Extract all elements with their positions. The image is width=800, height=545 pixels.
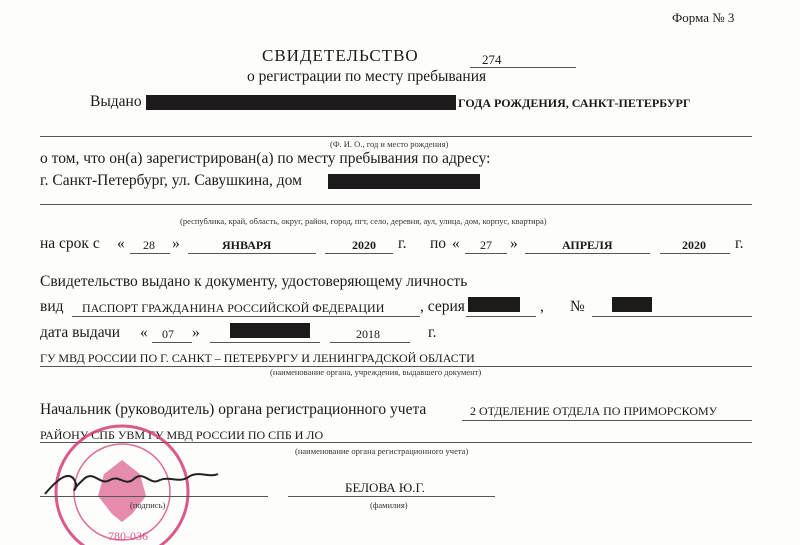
quote: « [452,235,460,252]
quote: » [172,235,180,252]
registration-body-line1: 2 ОТДЕЛЕНИЕ ОТДЕЛА ПО ПРИМОРСКОМУ [470,404,718,418]
underline [592,316,752,317]
year-suffix: г. [428,324,437,341]
underline [130,253,170,254]
series-label: , серия [420,298,465,315]
term-label: на срок с [40,235,100,252]
form-number: Форма № 3 [672,10,735,25]
issuer-value: ГУ МВД РОССИИ ПО Г. САНКТ – ПЕТЕРБУРГУ И ЛЕНИНГРАДСКОЙ ОБЛАСТИ [40,351,475,365]
term-to-day: 27 [480,238,492,252]
signature [40,466,230,500]
year-suffix: г. [735,235,744,252]
underline [152,342,192,343]
surname-caption: (фамилия) [370,500,408,510]
fio-line [40,136,752,137]
fio-caption: (Ф. И. О., год и место рождения) [330,139,449,149]
document-subtitle: о регистрации по месту пребывания [247,68,487,85]
quote: « [117,235,125,252]
redacted-issue-month [230,323,310,338]
issued-value: ГОДА РОЖДЕНИЯ, САНКТ-ПЕТЕРБУРГ [458,96,691,110]
underline [330,342,410,343]
quote: » [192,324,200,341]
quote: « [140,324,148,341]
underline [325,253,393,254]
head-label: Начальник (руководитель) органа регистрационного учета [40,401,427,418]
registered-text: о том, что он(а) зарегистрирован(а) по месту пребывания по адресу: [40,150,491,167]
stamp-number: 780-036 [108,529,148,543]
document-intro: Свидетельство выдано к документу, удостоверяющему личность [40,273,468,290]
number-label: № [570,298,585,315]
redacted-number [612,297,652,312]
doc-type-value: ПАСПОРТ ГРАЖДАНИНА РОССИЙСКОЙ ФЕДЕРАЦИИ [82,301,385,315]
term-from-month: ЯНВАРЯ [222,238,272,252]
registration-body-line2: РАЙОНУ СПБ УВМ ГУ МВД РОССИИ ПО СПБ И ЛО [40,428,324,442]
redacted-series [468,297,520,312]
redacted-name [146,95,456,110]
address-line [40,204,752,205]
term-from-year: 2020 [352,238,376,252]
registration-body-caption: (наименование органа регистрационного учета) [295,446,469,456]
term-from-day: 28 [143,238,155,252]
issue-date-label: дата выдачи [40,324,121,341]
signer-name: БЕЛОВА Ю.Г. [345,480,425,495]
underline [525,253,650,254]
underline [72,316,420,317]
surname-line [288,496,495,497]
redacted-address [328,174,480,189]
certificate-number: 274 [482,52,502,67]
signature-caption: (подпись) [130,500,166,510]
underline [465,253,507,254]
underline [188,253,316,254]
underline [462,420,752,421]
year-suffix: г. [398,235,407,252]
quote: » [510,235,518,252]
issue-day: 07 [162,327,174,341]
doc-type-label: вид [40,298,64,315]
document-title: СВИДЕТЕЛЬСТВО [262,46,419,65]
underline [466,316,536,317]
underline [660,253,730,254]
term-to-month: АПРЕЛЯ [562,238,613,252]
comma: , [540,298,544,315]
term-to-year: 2020 [682,238,706,252]
underline [210,342,320,343]
issued-label: Выдано [90,93,142,110]
signature-line [40,496,268,497]
issuer-caption: (наименование органа, учреждения, выдавшего документ) [270,367,482,377]
issue-year: 2018 [356,327,380,341]
address-text: г. Санкт-Петербург, ул. Савушкина, дом [40,172,302,189]
address-caption: (республика, край, область, округ, район, город, пгт, село, деревня, аул, улица, дом, корпус, квартира) [180,216,547,226]
term-to-label: по [430,235,447,252]
